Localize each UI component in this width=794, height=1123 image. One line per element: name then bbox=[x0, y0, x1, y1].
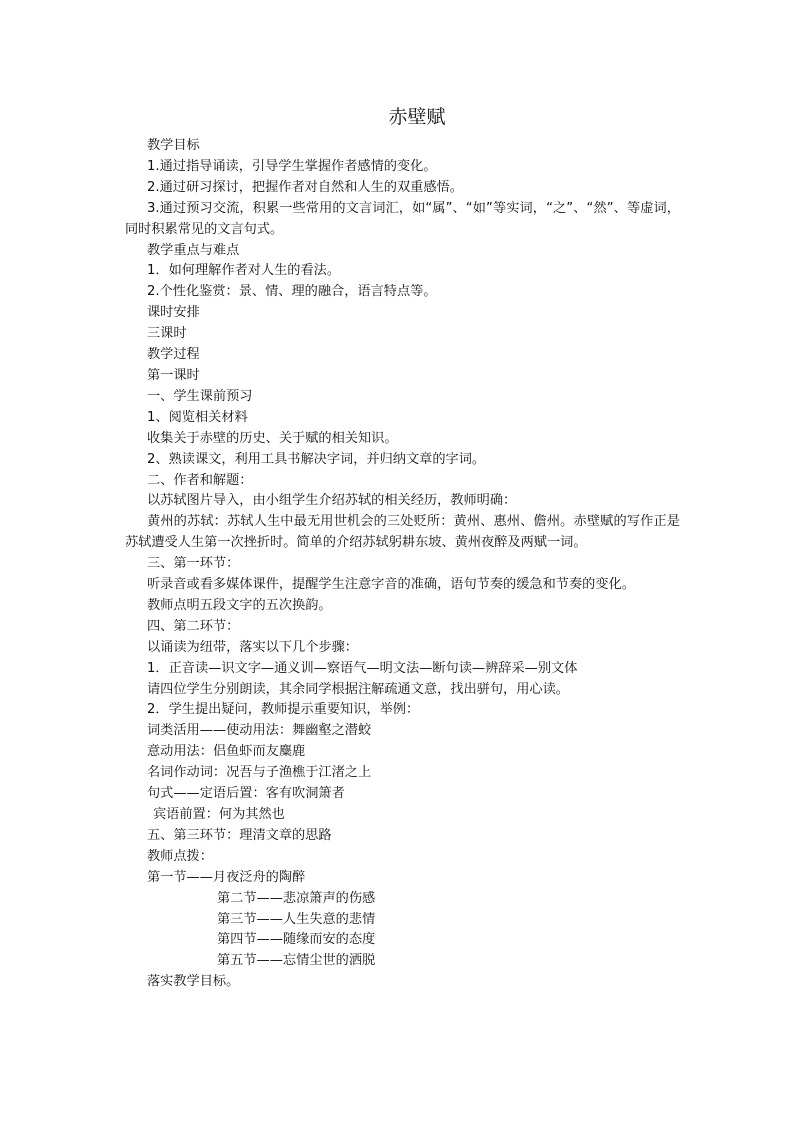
step-1-heading: 一、学生课前预习 bbox=[147, 388, 253, 404]
outline-section-3: 第三节——人生失意的悲情 bbox=[217, 911, 376, 927]
example-2: 意动用法：侣鱼虾而友麋鹿 bbox=[147, 744, 306, 760]
section-heading-process: 教学过程 bbox=[147, 347, 200, 363]
step-5-heading: 五、第三环节：理清文章的思路 bbox=[147, 827, 332, 843]
document-body bbox=[125, 136, 680, 993]
outline-section-5: 第五节——忘情尘世的洒脱 bbox=[217, 953, 376, 969]
lesson-heading: 第一课时 bbox=[147, 367, 200, 383]
step-4-heading: 四、第二环节： bbox=[147, 618, 240, 634]
step-3-heading: 三、第一环节： bbox=[147, 556, 240, 572]
section-heading-schedule: 课时安排 bbox=[147, 305, 200, 321]
outline-section-1: 第一节——月夜泛舟的陶醉 bbox=[147, 869, 306, 885]
step-1-item-2: 2、熟读课文，利用工具书解决字词，并归纳文章的字词。 bbox=[147, 451, 486, 467]
step-1-item-1-text: 收集关于赤壁的历史、关于赋的相关知识。 bbox=[147, 430, 398, 446]
objective-3: 3.通过预习交流，积累一些常用的文言词汇，如“属”、“如”等实词，“之”、“然”、等虚词，同时积累常见的文言句式。 bbox=[125, 200, 680, 237]
step-1-item-1: 1、阅览相关材料 bbox=[147, 409, 248, 425]
step-4-item-1: 1．正音读—识文字—通义训—察语气—明文法—断句读—辨辞采—别文体 bbox=[147, 660, 578, 676]
objective-1: 1.通过指导诵读，引导学生掌握作者感情的变化。 bbox=[147, 158, 437, 174]
outline-section-2: 第二节——悲凉箫声的伤感 bbox=[217, 890, 376, 906]
key-point-2: 2.个性化鉴赏：景、情、理的融合，语言特点等。 bbox=[147, 284, 437, 300]
closing-line: 落实教学目标。 bbox=[147, 974, 240, 990]
step-3-text: 听录音或看多媒体课件，提醒学生注意字音的准确，语句节奏的缓急和节奏的变化。 bbox=[147, 577, 635, 593]
step-2-heading: 二、作者和解题： bbox=[147, 472, 253, 488]
example-1: 词类活用——使动用法：舞幽壑之潜蛟 bbox=[147, 723, 372, 739]
key-point-1: 1．如何理解作者对人生的看法。 bbox=[147, 263, 341, 279]
schedule-text: 三课时 bbox=[147, 326, 187, 342]
step-4-item-2: 2．学生提出疑问，教师提示重要知识，举例： bbox=[147, 702, 420, 718]
example-4: 句式——定语后置：客有吹洞箫者 bbox=[147, 786, 345, 802]
document-title: 赤壁赋 bbox=[388, 106, 446, 128]
step-2-paragraph: 黄州的苏轼：苏轼人生中最无用世机会的三处贬所：黄州、惠州、儋州。赤壁赋的写作正是苏轼遭受人生第一次挫折时。简单的介绍苏轼躬耕东坡、黄州夜醉及两赋一词。 bbox=[125, 514, 680, 551]
example-3: 名词作动词：况吾与子渔樵于江渚之上 bbox=[147, 765, 372, 781]
step-4-item-1-text: 请四位学生分别朗读，其余同学根据注解疏通文意，找出骈句，用心读。 bbox=[147, 681, 569, 697]
outline-section-4: 第四节——随缘而安的态度 bbox=[217, 932, 376, 948]
section-heading-key-points: 教学重点与难点 bbox=[147, 242, 240, 258]
objective-2: 2.通过研习探讨，把握作者对自然和人生的双重感悟。 bbox=[147, 179, 463, 195]
example-5: 宾语前置：何为其然也 bbox=[153, 807, 285, 822]
step-5-intro: 教师点拨： bbox=[147, 848, 213, 864]
step-4-intro: 以诵读为纽带，落实以下几个步骤： bbox=[147, 639, 358, 655]
step-3-note: 教师点明五段文字的五次换韵。 bbox=[147, 597, 332, 613]
step-2-intro: 以苏轼图片导入，由小组学生介绍苏轼的相关经历，教师明确： bbox=[147, 493, 517, 509]
section-heading-objectives: 教学目标 bbox=[147, 138, 200, 153]
